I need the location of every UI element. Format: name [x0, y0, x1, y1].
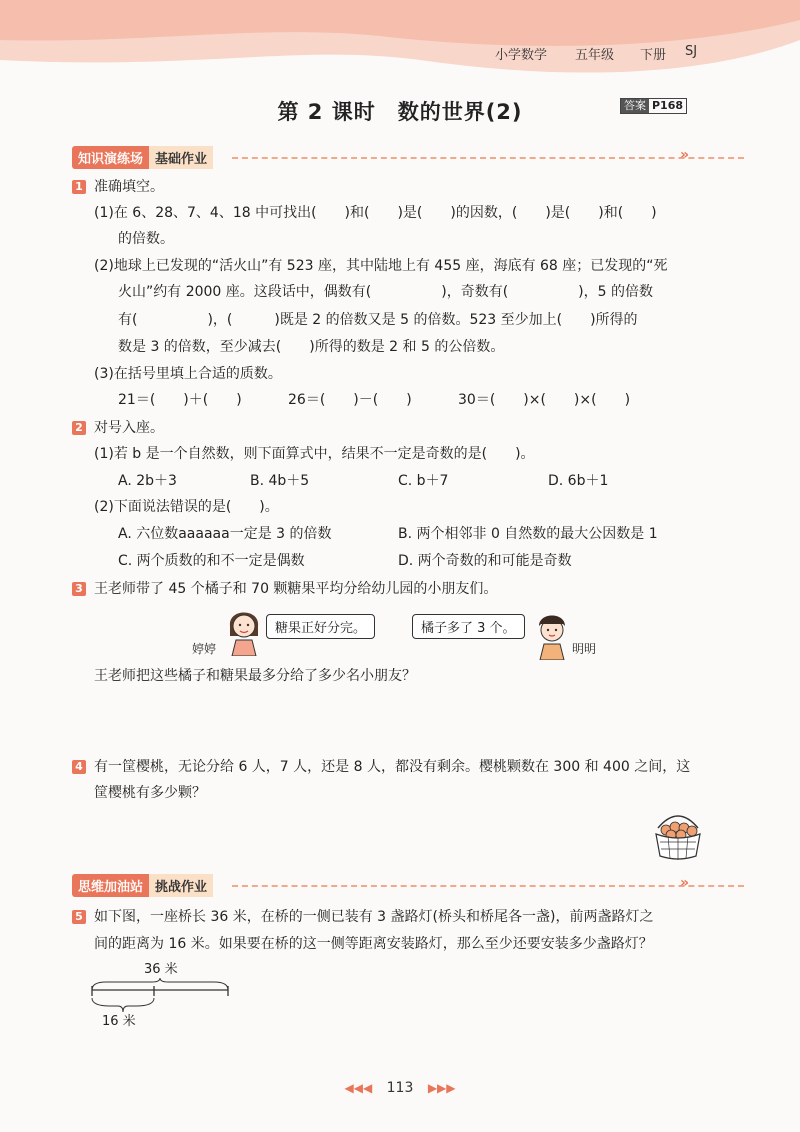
question-number: 3: [72, 582, 86, 596]
q1-p3-eq2: 26＝( )－( ): [288, 392, 412, 408]
section-tag: 知识演练场: [72, 146, 149, 169]
section-basic-header: [72, 146, 690, 168]
section-divider: [232, 157, 744, 159]
header-grade: 五年级: [575, 48, 615, 63]
q2-p1-option: B. 4b＋5: [250, 473, 310, 489]
section-sub: 基础作业: [149, 146, 213, 169]
q1-p3-eq1: 21＝( )＋( ): [118, 392, 242, 408]
q2-p2: (2)下面说法错误的是( )。: [94, 499, 279, 515]
q1-p2-line3: 有( )，( )既是 2 的倍数又是 5 的倍数。523 至少加上( )所得的: [118, 312, 638, 328]
q1-p3-line1: (3)在括号里填上合适的质数。: [94, 366, 282, 382]
section-tag: 思维加油站: [72, 874, 149, 897]
q2-p1-option: C. b＋7: [398, 473, 449, 489]
page-footer: [0, 1080, 800, 1096]
q1-p2-line2: 火山”约有 2000 座。这段话中，偶数有( )，奇数有( )，5 的倍数: [118, 284, 653, 300]
q1-p2-line1: (2)地球上已发现的“活火山”有 523 座，其中陆地上有 455 座，海底有 68 座；已发现的“死: [94, 258, 668, 274]
q2-title: 对号入座。: [94, 420, 164, 436]
header-subject: 小学数学: [495, 48, 548, 63]
girl-illustration: [222, 600, 266, 656]
question-number: 5: [72, 910, 86, 924]
speech-bubble-left: 糖果正好分完。: [266, 614, 375, 639]
speech-bubble-right: 橘子多了 3 个。: [412, 614, 525, 639]
cherry-basket-illustration: [648, 808, 708, 860]
question-number: 4: [72, 760, 86, 774]
q5-line1: 如下图，一座桥长 36 米，在桥的一侧已装有 3 盏路灯(桥头和桥尾各一盏)，前两盏路灯之: [94, 909, 654, 925]
page-title: 第 2 课时 数的世界(2): [277, 100, 523, 124]
section-divider: [232, 885, 744, 887]
q1-title: 准确填空。: [94, 179, 164, 195]
question-number: 1: [72, 180, 86, 194]
q2-p1-option: A. 2b＋3: [118, 473, 177, 489]
q3-text: 王老师带了 45 个橘子和 70 颗糖果平均分给幼儿园的小朋友们。: [94, 581, 498, 597]
q1-p2-line4: 数是 3 的倍数，至少减去( )所得的数是 2 和 5 的公倍数。: [118, 339, 505, 355]
section-sub: 挑战作业: [149, 874, 213, 897]
q5-line2: 间的距离为 16 米。如果要在桥的这一侧等距离安装路灯，那么至少还要安装多少盏路灯？: [94, 936, 653, 952]
question-number: 2: [72, 421, 86, 435]
q2-p2-option: A. 六位数aaaaaa一定是 3 的倍数: [118, 526, 332, 542]
header-band: [0, 0, 800, 80]
bridge-diagram: [86, 976, 236, 1016]
q4-line1: 有一筐樱桃，无论分给 6 人，7 人，还是 8 人，都没有剩余。樱桃颗数在 300 和 400 之间，这: [94, 759, 691, 775]
name-left: 婷婷: [192, 642, 217, 656]
q2-p1: (1)若 b 是一个自然数，则下面算式中，结果不一定是奇数的是( )。: [94, 446, 535, 462]
rewind-triangles-icon: ◀◀◀: [344, 1081, 373, 1095]
q1-p1-line1: (1)在 6、28、7、4、18 中可找出( )和( )是( )的因数，( )是( )和( ): [94, 205, 657, 221]
q2-p1-option: D. 6b＋1: [548, 473, 609, 489]
q3-question: 王老师把这些橘子和糖果最多分给了多少名小朋友？: [94, 668, 416, 684]
answer-label: 答案: [621, 99, 649, 113]
header-edition: SJ: [685, 44, 698, 59]
bridge-total-length: 36 米: [144, 962, 178, 977]
double-chevron-icon: »: [680, 875, 690, 891]
answer-reference: [620, 98, 687, 114]
q2-p2-option: B. 两个相邻非 0 自然数的最大公因数是 1: [398, 526, 658, 542]
header-term: 下册: [640, 48, 667, 63]
forward-triangles-icon: ▶▶▶: [427, 1081, 456, 1095]
page-number: 113: [386, 1080, 414, 1096]
q4-line2: 筐樱桃有多少颗？: [94, 785, 206, 801]
section-challenge-header: [72, 874, 690, 896]
boy-illustration: [530, 604, 574, 660]
q1-p3-eq3: 30＝( )×( )×( ): [458, 392, 631, 408]
name-right: 明明: [572, 642, 597, 656]
q1-p1-line2: 的倍数。: [118, 231, 174, 247]
double-chevron-icon: »: [680, 147, 690, 163]
q2-p2-option: D. 两个奇数的和可能是奇数: [398, 553, 572, 569]
answer-page: P168: [652, 99, 684, 112]
bridge-segment-length: 16 米: [102, 1014, 136, 1029]
q2-p2-option: C. 两个质数的和不一定是偶数: [118, 553, 305, 569]
